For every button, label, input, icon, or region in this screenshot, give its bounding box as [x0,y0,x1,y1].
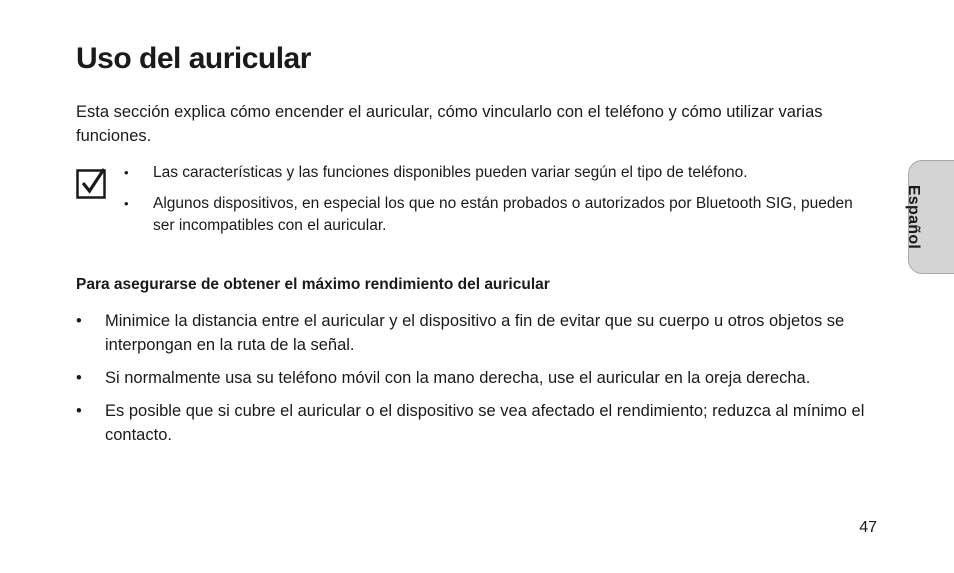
bullet-point: • [124,165,129,180]
note-text: Las características y las funciones disponibles pueden variar según el tipo de teléfono. [153,164,748,181]
bullet-point: • [76,312,82,330]
section-subheading: Para asegurarse de obtener el máximo rendimiento del auricular [76,276,550,293]
tips-list [76,309,876,456]
tip-text: Si normalmente usa su teléfono móvil con la mano derecha, use el auricular en la oreja derecha. [105,369,811,387]
language-tab-label: Español [905,184,922,250]
bullet-point: • [124,196,129,211]
tip-item [76,399,876,447]
tip-item [76,366,876,390]
tip-item [76,309,876,357]
tip-text: Es posible que si cubre el auricular o el dispositivo se vea afectado el rendimiento; reduzca al mínimo el contacto. [105,402,865,444]
note-list [122,162,862,246]
intro-paragraph: Esta sección explica cómo encender el auricular, cómo vincularlo con el teléfono y cómo utilizar varias funciones. [76,103,823,145]
note-text: Algunos dispositivos, en especial los que no están probados o autorizados por Bluetooth SIG, pueden ser incompatibles con el auricular. [153,195,853,234]
checkbox-checked-icon [76,168,107,199]
bullet-point: • [76,402,82,420]
note-item [122,193,862,237]
page-number: 47 [859,519,877,536]
bullet-point: • [76,369,82,387]
note-item [122,162,862,184]
tip-text: Minimice la distancia entre el auricular y el dispositivo a fin de evitar que su cuerpo u otros objetos se interpongan en la ruta de la señal. [105,312,845,354]
page-title: Uso del auricular [76,42,311,75]
